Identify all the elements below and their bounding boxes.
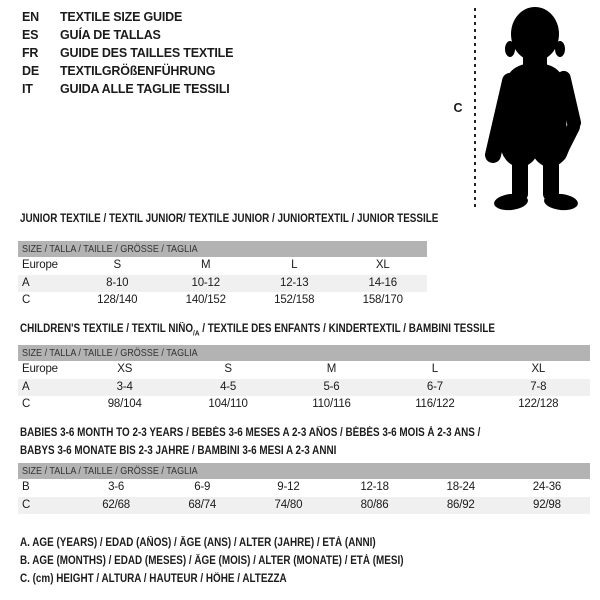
size-cell: 24-36 xyxy=(532,481,562,493)
size-cell: 140/152 xyxy=(185,294,226,306)
language-label: TEXTILE SIZE GUIDE xyxy=(60,10,183,24)
size-cell: 7-8 xyxy=(530,380,547,393)
language-row xyxy=(22,62,233,80)
children-table-title xyxy=(20,322,572,336)
junior-table-title xyxy=(20,212,506,226)
language-code: EN xyxy=(22,10,39,24)
note-height-cm xyxy=(20,570,466,588)
size-cell: M xyxy=(326,363,337,375)
size-cell: S xyxy=(224,363,232,375)
language-row xyxy=(22,8,233,26)
size-cell: 3-6 xyxy=(108,481,125,493)
language-code: FR xyxy=(22,46,39,60)
size-cell: 110/116 xyxy=(312,398,351,410)
size-cell: 9-12 xyxy=(277,481,300,493)
size-header-bar xyxy=(18,241,427,257)
size-cell: 74/80 xyxy=(274,498,303,511)
row-label: A xyxy=(22,380,30,393)
toddler-silhouette-image xyxy=(482,3,592,213)
size-cell: L xyxy=(291,259,298,271)
table-row xyxy=(18,361,590,379)
babies-table-title-line1 xyxy=(20,426,555,440)
size-cell: 4-5 xyxy=(220,380,237,393)
title-part: CHILDREN'S TEXTILE / TEXTIL NIÑO xyxy=(20,323,194,335)
babies-table-title-text: BABIES 3-6 MONTH TO 2-3 YEARS / BEBÉS 3-6 MESES A 2-3 AÑOS / BÉBÉS 3-6 MOIS À 2-3 ANS / xyxy=(20,427,481,439)
size-header-text: SIZE / TALLA / TAILLE / GRÖSSE / TAGLIA xyxy=(22,465,198,477)
row-label: C xyxy=(22,498,31,511)
language-label: GUÍA DE TALLAS xyxy=(60,28,161,42)
size-cell: 158/170 xyxy=(362,294,403,306)
babies-size-table xyxy=(18,463,590,514)
size-cell: 10-12 xyxy=(191,276,220,289)
language-row xyxy=(22,44,233,62)
size-cell: 6-7 xyxy=(426,380,443,393)
size-cell: M xyxy=(201,259,211,271)
size-header-bar xyxy=(18,463,590,479)
size-header-text: SIZE / TALLA / TAILLE / GRÖSSE / TAGLIA xyxy=(22,347,198,359)
language-label: GUIDA ALLE TAGLIE TESSILI xyxy=(60,82,230,96)
row-label: Europe xyxy=(22,363,58,375)
babies-table-title-line2 xyxy=(20,444,388,458)
table-row xyxy=(18,479,590,497)
row-label: B xyxy=(22,481,30,493)
size-cell: 62/68 xyxy=(102,498,130,511)
size-cell: XL xyxy=(375,259,390,271)
height-dashed-line xyxy=(474,8,476,208)
size-cell: 104/110 xyxy=(208,398,248,410)
language-row xyxy=(22,26,233,44)
size-cell: 116/122 xyxy=(415,398,455,410)
height-measure-label: C xyxy=(453,101,463,115)
language-code: ES xyxy=(22,28,39,42)
note-age-months xyxy=(20,552,466,570)
size-cell: 128/140 xyxy=(97,294,138,306)
height-measure-figure xyxy=(440,0,600,215)
children-size-table xyxy=(18,345,590,414)
size-cell: 122/128 xyxy=(518,398,559,410)
size-cell: 12-13 xyxy=(280,276,309,289)
size-cell: 92/98 xyxy=(533,498,561,511)
language-label: GUIDE DES TAILLES TEXTILE xyxy=(60,46,234,60)
table-row xyxy=(18,379,590,397)
title-subscript: /A xyxy=(193,328,200,338)
table-row xyxy=(18,497,590,515)
size-cell: 18-24 xyxy=(446,481,475,493)
size-cell: XS xyxy=(117,363,133,375)
size-cell: 6-9 xyxy=(194,481,211,493)
size-cell: 14-16 xyxy=(368,276,397,289)
table-row xyxy=(18,257,427,275)
note-text: B. AGE (MONTHS) / EDAD (MESES) / ÂGE (MOIS) / ALTER (MONATE) / ETÀ (MESI) xyxy=(20,555,404,567)
table-row xyxy=(18,292,427,310)
size-cell: 86/92 xyxy=(446,498,475,511)
language-label: TEXTILGRÖßENFÜHRUNG xyxy=(60,64,216,78)
size-cell: 68/74 xyxy=(188,498,217,511)
junior-table-title-text: JUNIOR TEXTILE / TEXTIL JUNIOR/ TEXTILE JUNIOR / JUNIORTEXTIL / JUNIOR TESSILE xyxy=(20,213,439,225)
language-code: IT xyxy=(22,82,33,96)
language-code: DE xyxy=(22,64,39,78)
size-cell: 3-4 xyxy=(116,380,133,393)
size-cell: 98/104 xyxy=(107,398,142,410)
language-row xyxy=(22,80,233,98)
legend-notes xyxy=(20,534,466,588)
size-cell: XL xyxy=(531,363,546,375)
size-cell: L xyxy=(431,363,438,375)
row-label: C xyxy=(22,294,31,306)
size-cell: 5-6 xyxy=(323,380,340,393)
language-list xyxy=(22,8,233,98)
size-cell: 152/158 xyxy=(274,294,315,306)
size-cell: 8-10 xyxy=(106,276,129,289)
table-row xyxy=(18,396,590,414)
size-header-bar xyxy=(18,345,590,361)
size-cell: 80/86 xyxy=(360,498,389,511)
row-label: C xyxy=(22,398,31,410)
children-table-title-text xyxy=(20,322,495,340)
title-part: / TEXTILE DES ENFANTS / KINDERTEXTIL / BAMBINI TESSILE xyxy=(199,323,495,335)
row-label: A xyxy=(22,276,30,289)
size-cell: S xyxy=(113,259,121,271)
note-age-years xyxy=(20,534,466,552)
table-row xyxy=(18,275,427,293)
size-cell: 12-18 xyxy=(360,481,389,493)
babies-table-title-text: BABYS 3-6 MONATE BIS 2-3 JAHRE / BAMBINI 3-6 MESI A 2-3 ANNI xyxy=(20,445,337,457)
note-text: C. (cm) HEIGHT / ALTURA / HAUTEUR / HÖHE / ALTEZZA xyxy=(20,573,287,585)
note-text: A. AGE (YEARS) / EDAD (AÑOS) / ÂGE (ANS) / ALTER (JAHRE) / ETÀ (ANNI) xyxy=(20,537,376,549)
row-label: Europe xyxy=(22,259,58,271)
junior-size-table xyxy=(18,241,427,310)
size-header-text: SIZE / TALLA / TAILLE / GRÖSSE / TAGLIA xyxy=(22,243,198,255)
